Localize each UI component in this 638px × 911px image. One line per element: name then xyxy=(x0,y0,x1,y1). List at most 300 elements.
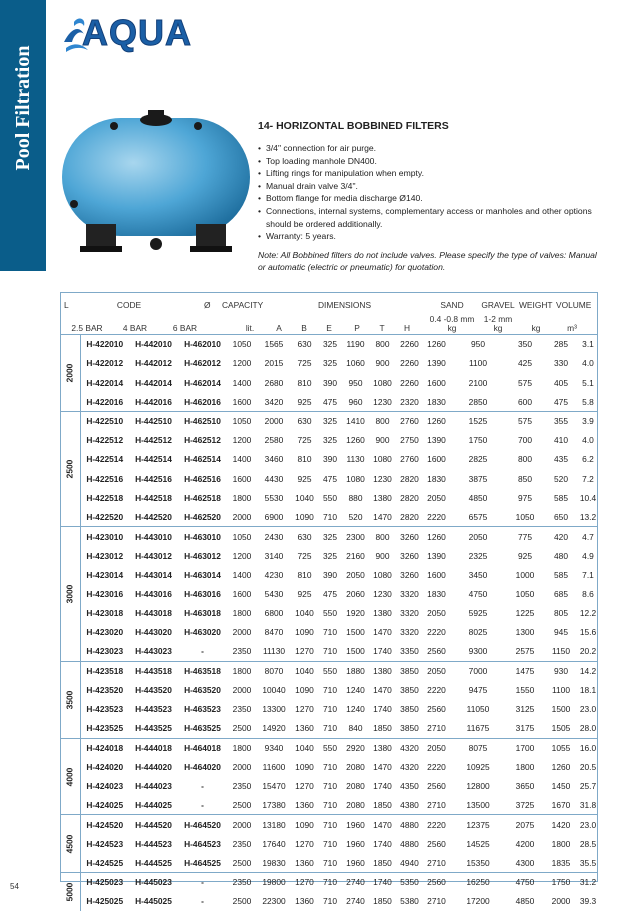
cell-code-2-5-bar: H-422518 xyxy=(80,488,129,507)
cell-code-2-5-bar: H-423016 xyxy=(80,584,129,603)
cell-volume-m3: 5.8 xyxy=(578,392,598,411)
cell-code-4-bar: H-445023 xyxy=(129,873,178,892)
cell-capacity: 2000 xyxy=(257,411,291,430)
header-e: E xyxy=(320,323,338,333)
cell-code-6-bar: H-463518 xyxy=(178,661,227,680)
cell-weight-kg: 1670 xyxy=(544,796,578,815)
feature-item: • 3/4" connection for air purge. xyxy=(258,142,598,155)
cell-volume-m3: 10.4 xyxy=(578,488,598,507)
cell-volume-m3: 7.1 xyxy=(578,565,598,584)
cell-gravel-kg: 2075 xyxy=(506,815,544,834)
cell-dim-b: 710 xyxy=(318,815,342,834)
cell-code-2-5-bar: H-423014 xyxy=(80,565,129,584)
cell-gravel-kg: 1050 xyxy=(506,507,544,526)
cell-dim-b: 710 xyxy=(318,873,342,892)
cell-dim-t: 3260 xyxy=(396,546,423,565)
cell-dim-h: 1600 xyxy=(423,565,450,584)
cell-sand-kg: 8025 xyxy=(450,623,506,642)
table-row xyxy=(60,892,598,911)
cell-weight-kg: 1420 xyxy=(544,815,578,834)
cell-gravel-kg: 3650 xyxy=(506,777,544,796)
cell-dim-b: 325 xyxy=(318,411,342,430)
cell-gravel-kg: 1700 xyxy=(506,738,544,757)
cell-code-4-bar: H-442512 xyxy=(129,431,178,450)
cell-dim-h: 2710 xyxy=(423,853,450,872)
cell-volume-m3: 39.3 xyxy=(578,892,598,911)
table-row xyxy=(60,411,598,430)
cell-capacity: 19800 xyxy=(257,873,291,892)
cell-dim-e: 1240 xyxy=(342,700,369,719)
cell-code-2-5-bar: H-422512 xyxy=(80,431,129,450)
cell-capacity: 13300 xyxy=(257,700,291,719)
table-row xyxy=(60,507,598,526)
cell-diameter: 1200 xyxy=(227,546,257,565)
cell-dim-a: 810 xyxy=(291,373,318,392)
cell-sand-kg: 1525 xyxy=(450,411,506,430)
cell-capacity: 1565 xyxy=(257,335,291,354)
cell-dim-a: 1090 xyxy=(291,680,318,699)
cell-dim-b: 710 xyxy=(318,796,342,815)
table-row xyxy=(60,623,598,642)
cell-dim-t: 3260 xyxy=(396,565,423,584)
cell-code-4-bar: H-443023 xyxy=(129,642,178,661)
table-row xyxy=(60,527,598,546)
cell-dim-e: 1880 xyxy=(342,661,369,680)
cell-code-6-bar: H-463020 xyxy=(178,623,227,642)
cell-code-6-bar: H-464525 xyxy=(178,853,227,872)
cell-gravel-kg: 925 xyxy=(506,546,544,565)
header-dimensions: DIMENSIONS xyxy=(318,300,371,310)
cell-diameter: 1050 xyxy=(227,411,257,430)
cell-capacity: 11130 xyxy=(257,642,291,661)
cell-dim-a: 1040 xyxy=(291,604,318,623)
cell-dim-h: 2710 xyxy=(423,892,450,911)
feature-item: • Top loading manhole DN400. xyxy=(258,155,598,168)
cell-dim-t: 3320 xyxy=(396,604,423,623)
cell-code-2-5-bar: H-424018 xyxy=(80,738,129,757)
cell-dim-a: 1090 xyxy=(291,815,318,834)
cell-capacity: 6800 xyxy=(257,604,291,623)
header-weight-kg: kg xyxy=(522,323,550,333)
cell-sand-kg: 6575 xyxy=(450,507,506,526)
cell-dim-e: 2740 xyxy=(342,873,369,892)
cell-dim-a: 1360 xyxy=(291,853,318,872)
header-a: A xyxy=(270,323,288,333)
cell-dim-h: 2560 xyxy=(423,834,450,853)
cell-volume-m3: 35.5 xyxy=(578,853,598,872)
table-row xyxy=(60,873,598,892)
cell-dim-b: 550 xyxy=(318,661,342,680)
length-group-label: 4000 xyxy=(65,767,75,786)
cell-dim-b: 710 xyxy=(318,680,342,699)
cell-dim-p: 1080 xyxy=(369,450,396,469)
length-group-label: 3500 xyxy=(65,690,75,709)
cell-code-2-5-bar: H-423018 xyxy=(80,604,129,623)
cell-dim-e: 1960 xyxy=(342,834,369,853)
cell-dim-e: 1130 xyxy=(342,450,369,469)
cell-dim-b: 710 xyxy=(318,777,342,796)
cell-volume-m3: 4.0 xyxy=(578,354,598,373)
cell-code-4-bar: H-445025 xyxy=(129,892,178,911)
cell-dim-e: 950 xyxy=(342,373,369,392)
cell-gravel-kg: 1225 xyxy=(506,604,544,623)
cell-dim-b: 710 xyxy=(318,719,342,738)
cell-code-4-bar: H-443018 xyxy=(129,604,178,623)
feature-list xyxy=(258,142,598,243)
cell-dim-b: 390 xyxy=(318,373,342,392)
table-row xyxy=(60,757,598,776)
cell-sand-kg: 2100 xyxy=(450,373,506,392)
cell-code-4-bar: H-443518 xyxy=(129,661,178,680)
table-row xyxy=(60,604,598,623)
cell-dim-p: 1470 xyxy=(369,623,396,642)
cell-dim-h: 2220 xyxy=(423,757,450,776)
cell-capacity: 6900 xyxy=(257,507,291,526)
header-4-bar: 4 BAR xyxy=(110,323,160,333)
cell-code-6-bar: H-464018 xyxy=(178,738,227,757)
cell-weight-kg: 945 xyxy=(544,623,578,642)
cell-sand-kg: 16250 xyxy=(450,873,506,892)
cell-weight-kg: 650 xyxy=(544,507,578,526)
cell-dim-t: 4940 xyxy=(396,853,423,872)
cell-dim-h: 1600 xyxy=(423,450,450,469)
cell-code-2-5-bar: H-422516 xyxy=(80,469,129,488)
cell-weight-kg: 435 xyxy=(544,450,578,469)
header-weight: WEIGHT xyxy=(519,300,553,310)
cell-sand-kg: 4750 xyxy=(450,584,506,603)
cell-gravel-kg: 575 xyxy=(506,411,544,430)
cell-volume-m3: 20.5 xyxy=(578,757,598,776)
cell-gravel-kg: 4200 xyxy=(506,834,544,853)
cell-code-4-bar: H-443014 xyxy=(129,565,178,584)
cell-code-6-bar: H-462016 xyxy=(178,392,227,411)
cell-sand-kg: 11675 xyxy=(450,719,506,738)
cell-code-2-5-bar: H-422012 xyxy=(80,354,129,373)
cell-sand-kg: 1100 xyxy=(450,354,506,373)
cell-diameter: 1200 xyxy=(227,431,257,450)
cell-code-4-bar: H-443020 xyxy=(129,623,178,642)
cell-code-6-bar: - xyxy=(178,892,227,911)
length-group-label: 3000 xyxy=(65,585,75,604)
cell-sand-kg: 8075 xyxy=(450,738,506,757)
page-number: 54 xyxy=(10,882,19,891)
header-diameter: Ø xyxy=(204,300,211,310)
product-title: 14- HORIZONTAL BOBBINED FILTERS xyxy=(258,120,449,132)
cell-weight-kg: 1100 xyxy=(544,680,578,699)
cell-weight-kg: 1500 xyxy=(544,700,578,719)
cell-code-6-bar: - xyxy=(178,642,227,661)
table-row xyxy=(60,834,598,853)
cell-gravel-kg: 850 xyxy=(506,469,544,488)
cell-sand-kg: 9475 xyxy=(450,680,506,699)
cell-volume-m3: 25.7 xyxy=(578,777,598,796)
cell-gravel-kg: 350 xyxy=(506,335,544,354)
cell-dim-b: 475 xyxy=(318,392,342,411)
cell-weight-kg: 1055 xyxy=(544,738,578,757)
cell-code-4-bar: H-443010 xyxy=(129,527,178,546)
header-p: P xyxy=(348,323,366,333)
table-row xyxy=(60,680,598,699)
cell-dim-b: 710 xyxy=(318,623,342,642)
cell-dim-p: 900 xyxy=(369,546,396,565)
cell-dim-h: 1390 xyxy=(423,546,450,565)
cell-code-2-5-bar: H-423010 xyxy=(80,527,129,546)
cell-dim-p: 1380 xyxy=(369,661,396,680)
cell-dim-t: 3350 xyxy=(396,642,423,661)
cell-code-4-bar: H-442514 xyxy=(129,450,178,469)
feature-item: • Lifting rings for manipulation when empty. xyxy=(258,167,598,180)
cell-dim-h: 2050 xyxy=(423,661,450,680)
cell-dim-a: 1270 xyxy=(291,777,318,796)
cell-dim-t: 2260 xyxy=(396,335,423,354)
cell-volume-m3: 3.9 xyxy=(578,411,598,430)
cell-dim-e: 1080 xyxy=(342,469,369,488)
cell-code-6-bar: H-463525 xyxy=(178,719,227,738)
cell-diameter: 2000 xyxy=(227,757,257,776)
cell-weight-kg: 1505 xyxy=(544,719,578,738)
table-row xyxy=(60,853,598,872)
cell-dim-a: 630 xyxy=(291,527,318,546)
cell-dim-p: 1740 xyxy=(369,700,396,719)
cell-weight-kg: 355 xyxy=(544,411,578,430)
cell-dim-t: 4320 xyxy=(396,738,423,757)
cell-dim-h: 1260 xyxy=(423,411,450,430)
cell-dim-a: 1040 xyxy=(291,661,318,680)
cell-dim-p: 900 xyxy=(369,354,396,373)
cell-diameter: 2000 xyxy=(227,680,257,699)
cell-weight-kg: 585 xyxy=(544,565,578,584)
header-gravel-range: 1-2 mm xyxy=(478,314,518,324)
cell-code-2-5-bar: H-422510 xyxy=(80,411,129,430)
cell-gravel-kg: 775 xyxy=(506,527,544,546)
cell-dim-p: 1850 xyxy=(369,853,396,872)
feature-item: • Warranty: 5 years. xyxy=(258,230,598,243)
cell-capacity: 2015 xyxy=(257,354,291,373)
cell-dim-b: 390 xyxy=(318,565,342,584)
cell-dim-h: 2710 xyxy=(423,719,450,738)
cell-dim-h: 2220 xyxy=(423,680,450,699)
table-row xyxy=(60,719,598,738)
cell-dim-b: 325 xyxy=(318,335,342,354)
length-group-label: 2500 xyxy=(65,460,75,479)
cell-diameter: 1400 xyxy=(227,565,257,584)
cell-code-2-5-bar: H-422010 xyxy=(80,335,129,354)
cell-weight-kg: 685 xyxy=(544,584,578,603)
cell-dim-h: 2220 xyxy=(423,507,450,526)
cell-dim-t: 3850 xyxy=(396,661,423,680)
cell-code-6-bar: H-462514 xyxy=(178,450,227,469)
cell-volume-m3: 14.2 xyxy=(578,661,598,680)
cell-capacity: 17380 xyxy=(257,796,291,815)
cell-dim-a: 725 xyxy=(291,431,318,450)
cell-code-6-bar: H-462516 xyxy=(178,469,227,488)
cell-volume-m3: 8.6 xyxy=(578,584,598,603)
cell-code-2-5-bar: H-425023 xyxy=(80,873,129,892)
cell-code-2-5-bar: H-423012 xyxy=(80,546,129,565)
cell-dim-t: 2760 xyxy=(396,450,423,469)
cell-code-4-bar: H-444023 xyxy=(129,777,178,796)
cell-gravel-kg: 700 xyxy=(506,431,544,450)
header-code: CODE xyxy=(114,300,144,310)
table-row xyxy=(60,565,598,584)
cell-dim-a: 810 xyxy=(291,565,318,584)
cell-diameter: 1050 xyxy=(227,527,257,546)
cell-volume-m3: 16.0 xyxy=(578,738,598,757)
cell-volume-m3: 15.6 xyxy=(578,623,598,642)
cell-sand-kg: 2050 xyxy=(450,527,506,546)
table-row xyxy=(60,642,598,661)
cell-dim-b: 475 xyxy=(318,584,342,603)
cell-dim-e: 1500 xyxy=(342,642,369,661)
cell-weight-kg: 285 xyxy=(544,335,578,354)
cell-gravel-kg: 1300 xyxy=(506,623,544,642)
table-row xyxy=(60,354,598,373)
header-capacity: CAPACITY xyxy=(222,300,263,310)
cell-code-4-bar: H-444020 xyxy=(129,757,178,776)
cell-diameter: 1800 xyxy=(227,488,257,507)
cell-code-2-5-bar: H-423523 xyxy=(80,700,129,719)
cell-weight-kg: 585 xyxy=(544,488,578,507)
cell-dim-h: 1830 xyxy=(423,584,450,603)
cell-weight-kg: 330 xyxy=(544,354,578,373)
cell-dim-t: 2320 xyxy=(396,392,423,411)
cell-dim-b: 390 xyxy=(318,450,342,469)
cell-weight-kg: 1450 xyxy=(544,777,578,796)
cell-dim-t: 3850 xyxy=(396,719,423,738)
cell-code-6-bar: H-464523 xyxy=(178,834,227,853)
cell-sand-kg: 10925 xyxy=(450,757,506,776)
cell-dim-a: 630 xyxy=(291,335,318,354)
header-sand-kg: kg xyxy=(438,323,466,333)
cell-capacity: 5430 xyxy=(257,584,291,603)
cell-gravel-kg: 975 xyxy=(506,488,544,507)
cell-diameter: 2500 xyxy=(227,892,257,911)
cell-weight-kg: 475 xyxy=(544,392,578,411)
cell-code-6-bar: H-463016 xyxy=(178,584,227,603)
cell-code-4-bar: H-442014 xyxy=(129,373,178,392)
length-group-cell xyxy=(60,815,80,873)
cell-dim-e: 960 xyxy=(342,392,369,411)
header-gravel-kg: kg xyxy=(484,323,512,333)
table-row xyxy=(60,546,598,565)
header-h: H xyxy=(398,323,416,333)
cell-dim-a: 1360 xyxy=(291,892,318,911)
cell-dim-e: 2060 xyxy=(342,584,369,603)
cell-dim-p: 800 xyxy=(369,527,396,546)
cell-gravel-kg: 2575 xyxy=(506,642,544,661)
cell-sand-kg: 1750 xyxy=(450,431,506,450)
cell-dim-b: 325 xyxy=(318,527,342,546)
cell-volume-m3: 4.9 xyxy=(578,546,598,565)
cell-volume-m3: 20.2 xyxy=(578,642,598,661)
cell-capacity: 9340 xyxy=(257,738,291,757)
cell-dim-t: 3850 xyxy=(396,700,423,719)
cell-dim-h: 2220 xyxy=(423,815,450,834)
cell-code-4-bar: H-444523 xyxy=(129,834,178,853)
cell-diameter: 1200 xyxy=(227,354,257,373)
cell-sand-kg: 12800 xyxy=(450,777,506,796)
cell-volume-m3: 5.1 xyxy=(578,373,598,392)
cell-code-2-5-bar: H-424025 xyxy=(80,796,129,815)
cell-code-2-5-bar: H-423518 xyxy=(80,661,129,680)
valves-note: Note: All Bobbined filters do not include valves. Please specify the type of valves: Manual or automatic (electric or pneumatic) for quotation. xyxy=(258,249,598,273)
cell-dim-h: 1830 xyxy=(423,392,450,411)
cell-dim-a: 810 xyxy=(291,450,318,469)
cell-code-4-bar: H-443520 xyxy=(129,680,178,699)
cell-capacity: 11600 xyxy=(257,757,291,776)
cell-dim-b: 710 xyxy=(318,700,342,719)
cell-code-4-bar: H-444025 xyxy=(129,796,178,815)
cell-dim-h: 2560 xyxy=(423,777,450,796)
cell-volume-m3: 28.0 xyxy=(578,719,598,738)
cell-dim-b: 550 xyxy=(318,738,342,757)
cell-volume-m3: 6.2 xyxy=(578,450,598,469)
cell-weight-kg: 1835 xyxy=(544,853,578,872)
cell-code-4-bar: H-442010 xyxy=(129,335,178,354)
cell-dim-t: 5380 xyxy=(396,892,423,911)
cell-dim-e: 880 xyxy=(342,488,369,507)
cell-capacity: 19830 xyxy=(257,853,291,872)
cell-gravel-kg: 800 xyxy=(506,450,544,469)
cell-dim-a: 1270 xyxy=(291,834,318,853)
cell-code-6-bar: H-463014 xyxy=(178,565,227,584)
cell-sand-kg: 3875 xyxy=(450,469,506,488)
cell-dim-a: 725 xyxy=(291,354,318,373)
cell-weight-kg: 1150 xyxy=(544,642,578,661)
cell-capacity: 14920 xyxy=(257,719,291,738)
spec-table xyxy=(60,334,598,911)
cell-dim-a: 630 xyxy=(291,411,318,430)
cell-weight-kg: 480 xyxy=(544,546,578,565)
cell-dim-e: 2920 xyxy=(342,738,369,757)
table-row xyxy=(60,450,598,469)
cell-code-4-bar: H-442520 xyxy=(129,507,178,526)
table-row xyxy=(60,335,598,354)
cell-dim-h: 2560 xyxy=(423,873,450,892)
cell-dim-e: 1060 xyxy=(342,354,369,373)
cell-dim-h: 2050 xyxy=(423,488,450,507)
cell-code-4-bar: H-443525 xyxy=(129,719,178,738)
cell-dim-t: 3320 xyxy=(396,623,423,642)
length-group-cell xyxy=(60,411,80,526)
cell-code-2-5-bar: H-424020 xyxy=(80,757,129,776)
cell-gravel-kg: 3725 xyxy=(506,796,544,815)
cell-dim-p: 1230 xyxy=(369,469,396,488)
cell-dim-t: 4320 xyxy=(396,757,423,776)
cell-capacity: 8470 xyxy=(257,623,291,642)
cell-gravel-kg: 575 xyxy=(506,373,544,392)
cell-dim-e: 520 xyxy=(342,507,369,526)
table-row xyxy=(60,431,598,450)
cell-dim-t: 3260 xyxy=(396,527,423,546)
cell-gravel-kg: 3125 xyxy=(506,700,544,719)
cell-code-6-bar: H-463010 xyxy=(178,527,227,546)
cell-dim-t: 4880 xyxy=(396,815,423,834)
cell-diameter: 2500 xyxy=(227,796,257,815)
cell-dim-h: 1830 xyxy=(423,469,450,488)
cell-weight-kg: 520 xyxy=(544,469,578,488)
cell-capacity: 3460 xyxy=(257,450,291,469)
cell-dim-a: 1270 xyxy=(291,873,318,892)
cell-dim-t: 4880 xyxy=(396,834,423,853)
cell-capacity: 13180 xyxy=(257,815,291,834)
brand-name: AQUA xyxy=(82,12,192,54)
cell-diameter: 2350 xyxy=(227,700,257,719)
cell-code-4-bar: H-442016 xyxy=(129,392,178,411)
cell-gravel-kg: 4750 xyxy=(506,873,544,892)
cell-diameter: 2000 xyxy=(227,815,257,834)
length-group-cell xyxy=(60,335,80,412)
